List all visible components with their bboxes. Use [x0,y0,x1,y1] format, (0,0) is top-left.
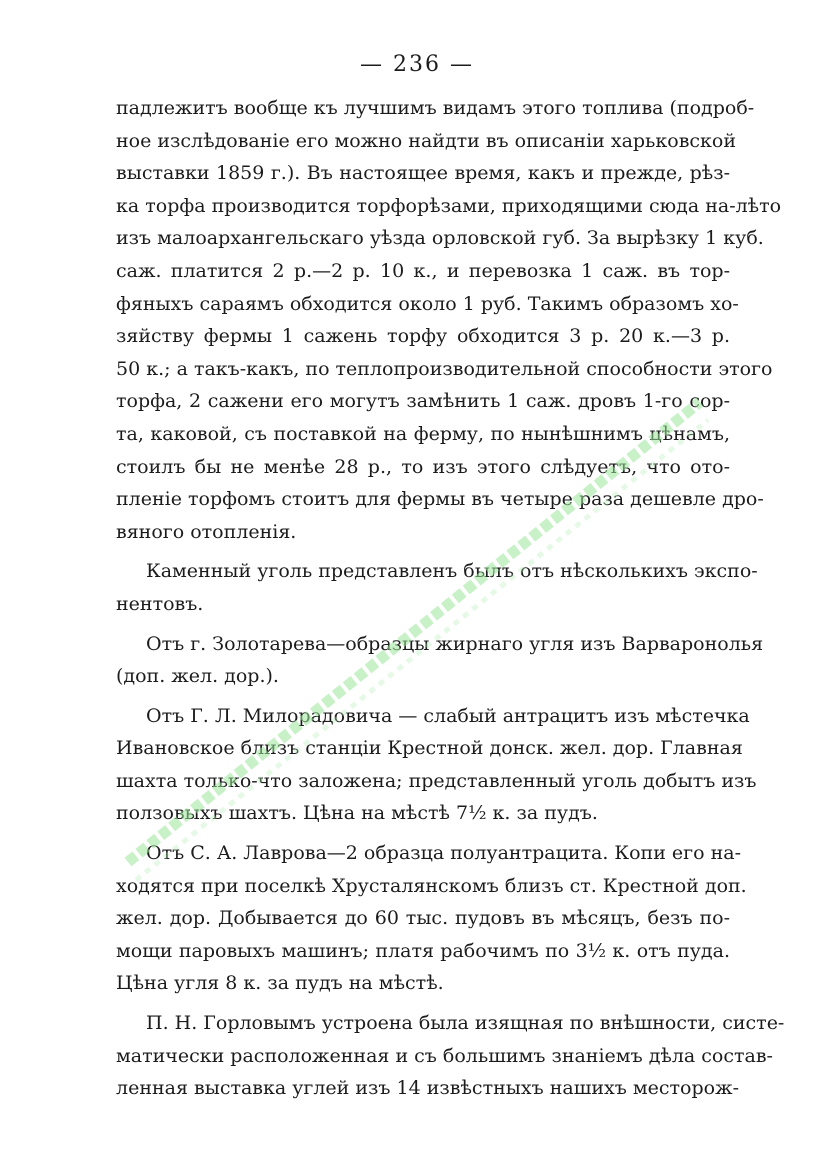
paragraph [116,700,757,830]
text-line: стоилъ бы не менѣе 28 р., то изъ этого слѣдуетъ, что ото- [116,455,730,478]
text-line: пленіе торфомъ стоитъ для фермы въ четыре раза дешевле дро- [116,488,764,511]
paragraph [116,837,747,1000]
text-line: Отъ г. Золотарева—образцы жирнаго угля изъ Варваронолья [146,632,764,655]
text-line: падлежитъ вообще къ лучшимъ видамъ этого топлива (подроб- [116,97,755,119]
text-line: П. Н. Горловымъ устроена была изящная по внѣшности, систе- [146,1012,785,1035]
text-line: фяныхъ сараямъ обходится около 1 руб. Такимъ образомъ хо- [116,292,739,315]
text-line: саж. платится 2 р.—2 р. 10 к., и перевозка 1 саж. въ тор- [116,259,730,282]
text-line: Каменный уголь представленъ былъ отъ нѣсколькихъ экспо- [146,560,758,583]
text-line: ленная выставка углей изъ 14 извѣстныхъ нашихъ месторож- [116,1077,739,1100]
page-number: — 236 — [360,52,474,77]
text-line: выставки 1859 г.). Въ настоящее время, какъ и прежде, рѣз- [116,162,730,185]
text-line: жел. дор. Добывается до 60 тыс. пудовъ въ мѣсяцъ, безъ по- [116,907,730,930]
text-line: нентовъ. [116,592,204,615]
text-line: торфа, 2 сажени его могутъ замѣнить 1 саж. дровъ 1-го сор- [116,390,730,413]
body-text [116,92,785,1105]
text-line: Отъ С. А. Лаврова—2 образца полуантрацита. Копи его на- [146,842,741,865]
text-line: Отъ Г. Л. Милорадовича — слабый антрацитъ изъ мѣстечка [146,704,750,727]
text-line: ка торфа производится торфорѣзами, приходящими сюда на-лѣто [116,194,782,217]
paragraph [116,1007,785,1105]
text-line: ползовыхъ шахтъ. Цѣна на мѣстѣ 7½ к. за пудъ. [116,802,598,825]
paragraph [116,92,782,548]
text-line: зяйству фермы 1 сажень торфу обходится 3 р. 20 к.—3 р. [116,325,730,348]
text-line: ходятся при поселкѣ Хрусталянскомъ близъ ст. Крестной доп. [116,874,747,897]
text-line: Цѣна угля 8 к. за пудъ на мѣстѣ. [116,972,444,995]
text-line: изъ малоархангельскаго уѣзда орловской губ. За вырѣзку 1 куб. [116,227,764,250]
paragraph [116,628,764,693]
text-line: та, каковой, съ поставкой на ферму, по нынѣшнимъ цѣнамъ, [116,422,730,445]
text-line: матически расположенная и съ большимъ знаніемъ дѣла состав- [116,1044,773,1067]
text-line: мощи паровыхъ машинъ; платя рабочимъ по 3½ к. отъ пуда. [116,939,730,962]
text-line: вяного отопленія. [116,520,297,543]
text-line: 50 к.; а такъ-какъ, по теплопроизводительной способности этого [116,357,773,380]
paragraph [116,555,758,620]
text-line: ное изслѣдованіе его можно найдти въ описаніи харьковской [116,129,737,152]
text-line: шахта только-что заложена; представленный уголь добытъ изъ [116,769,757,792]
text-line: Ивановское близъ станціи Крестной донск. жел. дор. Главная [116,737,743,760]
text-line: (доп. жел. дор.). [116,665,279,688]
